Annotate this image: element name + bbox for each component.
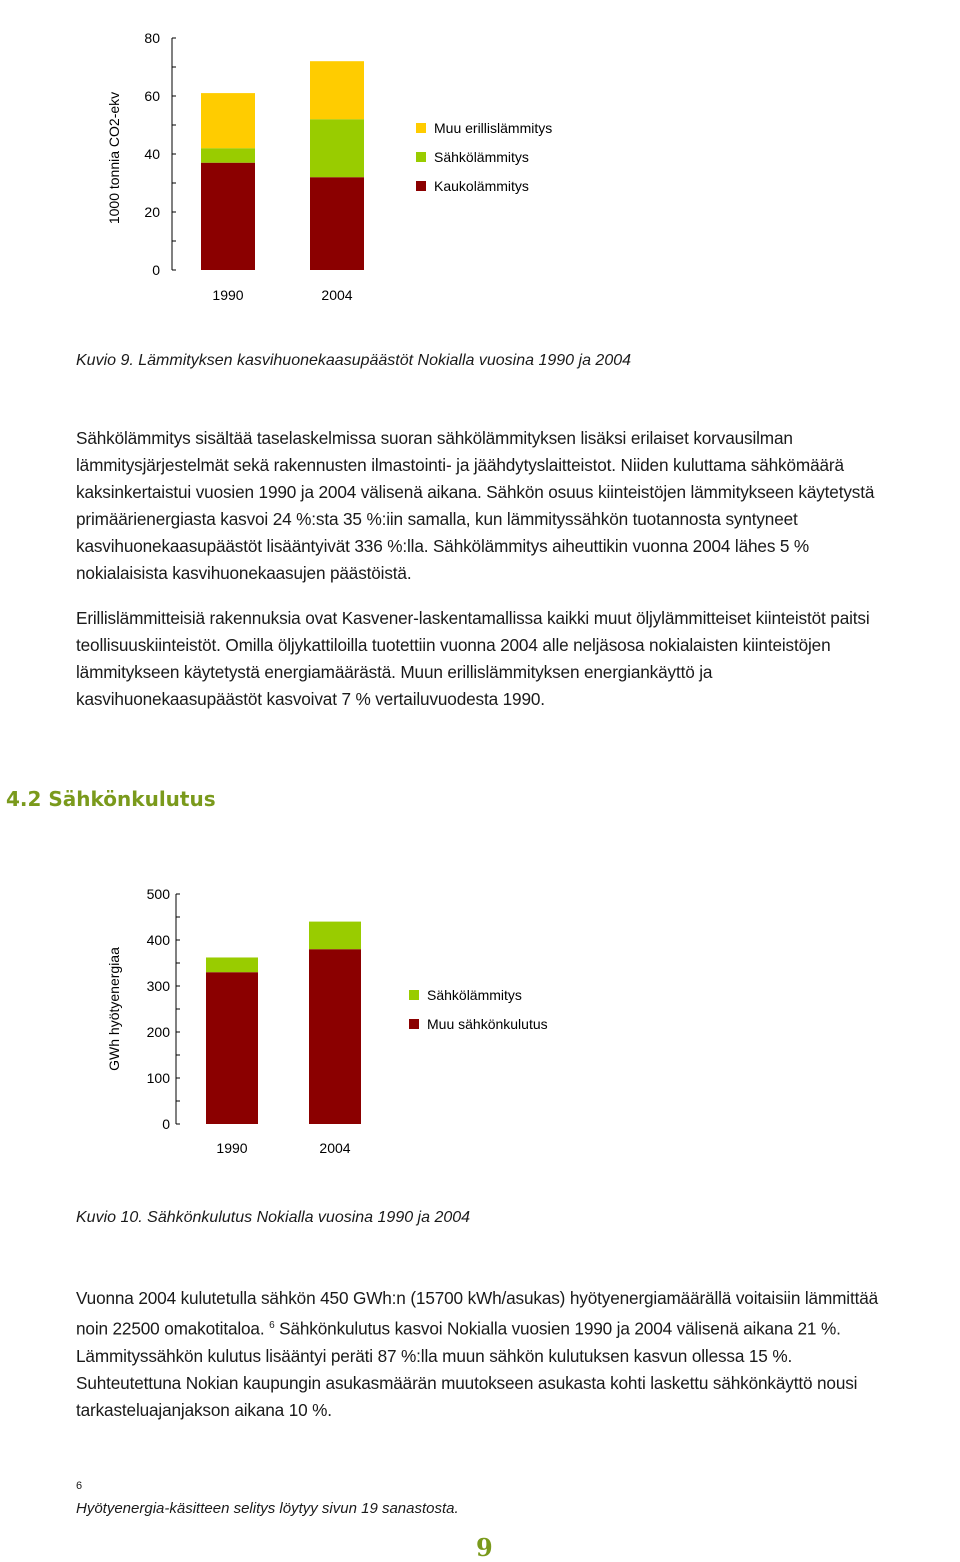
p3-line: tarkasteluajanjakson aikana 10 %. (76, 1399, 332, 1420)
p2-line: kasvihuonekaasupäästöt kasvoivat 7 % vertailuvuodesta 1990. (76, 689, 545, 709)
legend-swatch (409, 990, 419, 1000)
p2-line: teollisuuskiinteistöt. Omilla öljykattiloilla tuotettiin vuonna 2004 alle neljäsosa nokialaisten kiinteistöjen (76, 635, 831, 655)
p3-line: Lämmityssähkön kulutus lisääntyi peräti 87 %:lla muun sähkön kulutuksen kasvun ollessa 15 %. (76, 1345, 793, 1366)
legend-swatch (409, 1019, 419, 1029)
bar-segment (201, 148, 255, 163)
p3-line: Vuonna 2004 kulutetulla sähkön 450 GWh:n (15700 kWh/asukas) hyötyenergiamäärällä voitaisiin lämmittää (76, 1288, 879, 1308)
figure-10-caption: Kuvio 10. Sähkönkulutus Nokialla vuosina 1990 ja 2004 (76, 1209, 471, 1226)
bar-segment (206, 957, 258, 972)
bar-segment (201, 163, 255, 270)
footnote-text: Hyötyenergia-käsitteen selitys löytyy sivun 19 sanastosta. (76, 1500, 459, 1517)
legend-label: Muu erillislämmitys (434, 120, 553, 136)
p2-line: Erillislämmitteisiä rakennuksia ovat Kasvener-laskentamallissa kaikki muut öljylämmitteiset kiinteistöt paitsi (76, 608, 870, 628)
y-tick-label: 0 (152, 262, 160, 278)
x-tick-label: 1990 (216, 1140, 248, 1156)
y-tick-label: 0 (162, 1116, 170, 1132)
bar-segment (206, 972, 258, 1124)
legend-label: Sähkölämmitys (434, 149, 529, 165)
p2-line: lämmitykseen käytetystä energiamäärästä. Muun erillislämmityksen energiankäyttö ja (76, 662, 713, 682)
bar-segment (201, 93, 255, 148)
y-tick-label: 80 (144, 30, 160, 46)
paragraph-2 (76, 605, 960, 713)
bar-segment (310, 177, 364, 270)
legend-label: Muu sähkönkulutus (427, 1016, 548, 1032)
p3-line: Sähkönkulutus kasvoi Nokialla vuosien 1990 ja 2004 välisenä aikana 21 %. (279, 1318, 841, 1339)
figure-9-caption: Kuvio 9. Lämmityksen kasvihuonekaasupäästöt Nokialla vuosina 1990 ja 2004 (76, 352, 632, 369)
p1-line: kaksinkertaistui vuosien 1990 ja 2004 välisenä aikana. Sähkön osuus kiinteistöjen lämmitykseen käytetystä (76, 482, 875, 502)
y-tick-label: 200 (146, 1024, 170, 1040)
paragraph-1 (76, 425, 960, 587)
y-tick-label: 40 (144, 146, 160, 162)
y-tick-label: 20 (144, 204, 160, 220)
footnote-number: 6 (76, 1480, 83, 1492)
y-axis-title: 1000 tonnia CO2-ekv (106, 91, 122, 225)
chart-co2-svg (0, 0, 960, 320)
p1-line: Sähkölämmitys sisältää taselaskelmissa suoran sähkölämmityksen lisäksi erilaiset korvausilman (76, 428, 793, 448)
paragraph-3 (76, 1285, 960, 1424)
p1-line: kasvihuonekaasupäästöt lisääntyivät 336 %:lla. Sähkölämmitys aiheuttikin vuonna 2004 lähes 5 % (76, 536, 810, 556)
legend-label: Sähkölämmitys (427, 987, 522, 1003)
legend-label: Kaukolämmitys (434, 178, 529, 194)
p1-line: primäärienergiasta kasvoi 24 %:sta 35 %:iin samalla, kun lämmityssähkön tuotannosta syntyneet (76, 509, 798, 529)
p3-line: Suhteutettuna Nokian kaupungin asukasmäärän muutokseen asukasta kohti laskettu sähkönkäyttö nousi (76, 1372, 858, 1393)
bar-segment (309, 922, 361, 950)
bar-segment (309, 949, 361, 1124)
y-tick-label: 300 (146, 978, 170, 994)
footnote-ref: 6 (269, 1320, 275, 1331)
section-heading: 4.2 Sähkönkulutus (6, 787, 216, 811)
page-number: 9 (476, 1533, 493, 1562)
p1-line: nokialaisista kasvihuonekaasujen päästöistä. (76, 563, 412, 583)
y-tick-label: 400 (146, 932, 170, 948)
y-tick-label: 60 (144, 88, 160, 104)
chart-electricity-svg (0, 870, 960, 1170)
x-tick-label: 2004 (319, 1140, 351, 1156)
y-tick-label: 500 (146, 886, 170, 902)
bar-segment (310, 61, 364, 119)
y-tick-label: 100 (146, 1070, 170, 1086)
p3-line: noin 22500 omakotitaloa. (76, 1318, 265, 1339)
chart-co2-emissions (0, 0, 960, 320)
legend-swatch (416, 152, 426, 162)
legend-swatch (416, 123, 426, 133)
p1-line: lämmitysjärjestelmät sekä rakennusten ilmastointi- ja jäähdytyslaitteistot. Niiden kuluttama sähkömäärä (76, 455, 844, 475)
bar-segment (310, 119, 364, 177)
y-axis-title: GWh hyötyenergiaa (106, 947, 122, 1071)
x-tick-label: 2004 (321, 287, 353, 303)
chart-electricity (0, 870, 960, 1170)
x-tick-label: 1990 (212, 287, 244, 303)
legend-swatch (416, 181, 426, 191)
